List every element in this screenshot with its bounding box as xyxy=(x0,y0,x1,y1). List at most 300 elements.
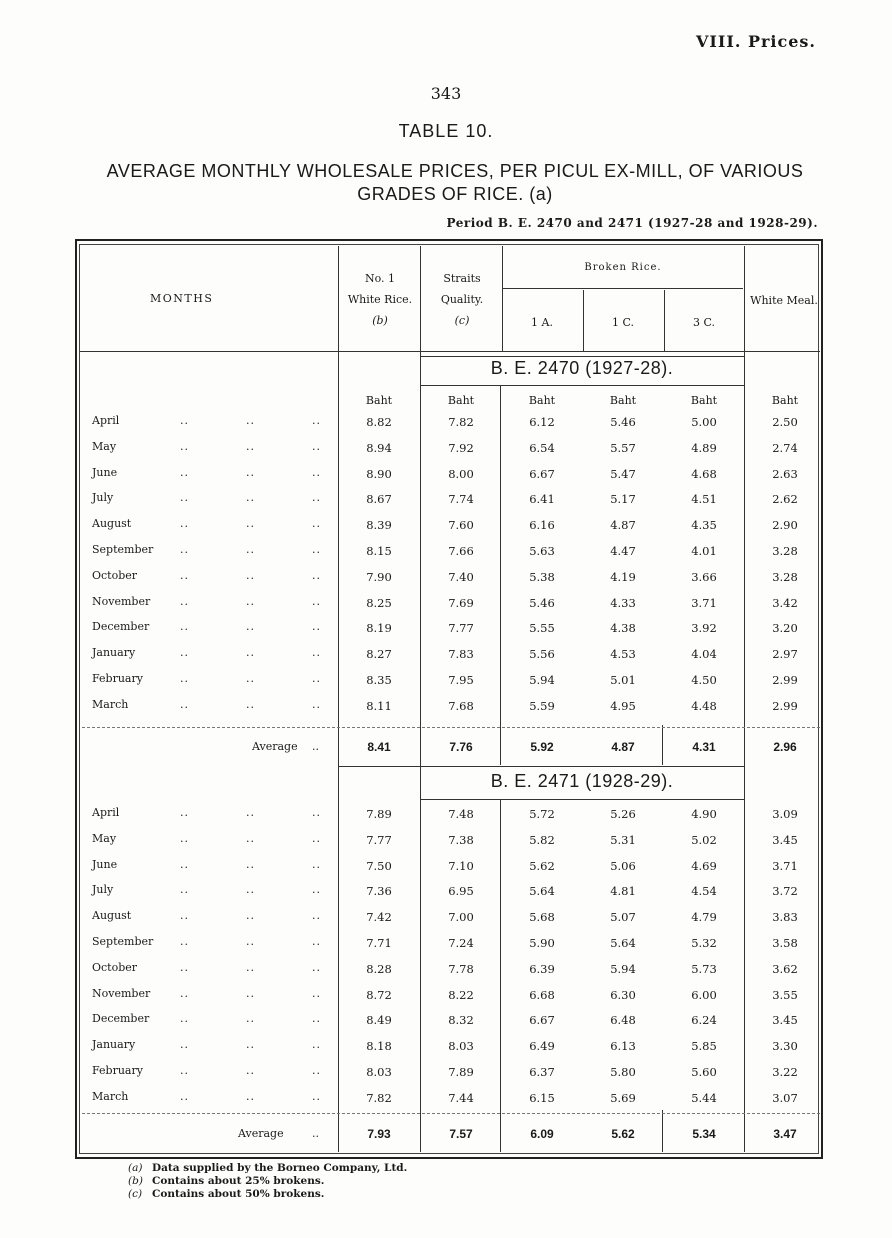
leader-dots: .. xyxy=(180,831,189,845)
price-cell: 2.97 xyxy=(772,647,798,662)
leader-dots: .. xyxy=(246,1064,255,1077)
footnote xyxy=(128,1162,407,1175)
month-label: September xyxy=(92,543,154,556)
price-cell: 5.07 xyxy=(610,910,636,925)
leader-dots: .. xyxy=(312,543,321,556)
section2-average-rule xyxy=(82,1113,820,1114)
leader-dots: .. xyxy=(312,1064,321,1077)
leader-dots: .. xyxy=(180,857,189,871)
footnote-text: Contains about 25% brokens. xyxy=(152,1175,325,1187)
footnote-text: Contains about 50% brokens. xyxy=(152,1188,325,1200)
price-cell: 2.50 xyxy=(772,415,798,429)
table-row xyxy=(80,517,820,541)
leader-dots: .. xyxy=(312,697,321,711)
price-cell: 7.60 xyxy=(448,518,474,533)
leader-dots: .. xyxy=(312,620,321,634)
leader-dots: .. xyxy=(312,491,321,505)
average-value: 2.96 xyxy=(773,740,797,754)
price-cell: 8.82 xyxy=(366,415,392,429)
no1-header-line2: White Rice. xyxy=(347,293,413,306)
price-cell: 4.89 xyxy=(691,440,717,455)
price-cell: 5.17 xyxy=(610,492,636,507)
month-label: March xyxy=(92,1089,129,1103)
price-cell: 8.94 xyxy=(366,440,392,455)
table-row xyxy=(80,646,820,670)
leader-dots: .. xyxy=(246,697,255,711)
straits-header-line2: Quality. xyxy=(440,293,484,306)
month-label: May xyxy=(92,831,117,845)
price-cell: 5.46 xyxy=(529,595,555,610)
leader-dots: .. xyxy=(180,697,189,711)
month-label: April xyxy=(92,414,120,427)
price-cell: 7.95 xyxy=(448,673,474,687)
month-label: October xyxy=(92,568,138,582)
average-value: 7.76 xyxy=(449,740,473,754)
table-row xyxy=(80,935,820,959)
price-cell: 7.77 xyxy=(366,832,392,847)
price-cell: 5.69 xyxy=(610,1090,636,1105)
table-row xyxy=(80,672,820,696)
price-cell: 6.39 xyxy=(529,961,555,976)
price-cell: 6.37 xyxy=(529,1065,555,1079)
price-cell: 6.48 xyxy=(610,1013,636,1028)
price-cell: 3.66 xyxy=(691,569,717,584)
price-cell: 8.49 xyxy=(366,1013,392,1028)
unit-label: Baht xyxy=(447,394,475,407)
leader-dots: .. xyxy=(312,517,321,531)
price-cell: 3.55 xyxy=(772,987,798,1002)
price-cell: 6.00 xyxy=(691,987,717,1002)
leader-dots: .. xyxy=(180,491,189,505)
table-row xyxy=(80,858,820,882)
leader-dots: .. xyxy=(312,986,321,1000)
price-cell: 8.03 xyxy=(366,1065,392,1079)
price-cell: 8.72 xyxy=(366,987,392,1002)
footnote-key: (c) xyxy=(128,1188,143,1200)
section-header: VIII. Prices. xyxy=(695,32,816,51)
price-cell: 4.47 xyxy=(610,544,636,558)
footnote-key: (a) xyxy=(128,1162,143,1174)
leader-dots: .. xyxy=(246,806,255,819)
price-cell: 6.67 xyxy=(529,1013,555,1028)
price-cell: 5.64 xyxy=(610,936,636,950)
price-cell: 5.62 xyxy=(529,858,555,873)
price-cell: 6.24 xyxy=(691,1013,717,1028)
price-cell: 8.90 xyxy=(366,466,392,481)
price-cell: 3.58 xyxy=(772,936,798,950)
leader-dots: .. xyxy=(312,857,321,871)
price-cell: 8.18 xyxy=(366,1039,392,1054)
price-cell: 2.62 xyxy=(772,492,798,507)
price-cell: 7.89 xyxy=(366,807,392,821)
leader-dots: .. xyxy=(246,986,255,1000)
leader-dots: .. xyxy=(312,806,321,819)
broken-1c-header: 1 C. xyxy=(611,316,635,329)
price-cell: 5.31 xyxy=(610,832,636,847)
table-row xyxy=(80,543,820,567)
leader-dots: .. xyxy=(246,620,255,634)
price-cell: 3.92 xyxy=(691,621,717,636)
price-cell: 5.63 xyxy=(529,544,555,558)
average-value: 6.09 xyxy=(530,1127,554,1141)
footnote xyxy=(128,1175,407,1188)
price-cell: 7.40 xyxy=(448,569,474,584)
leader-dots: .. xyxy=(180,568,189,582)
leader-dots: .. xyxy=(246,883,255,897)
average-label: Average xyxy=(238,1127,284,1140)
price-cell: 4.33 xyxy=(610,595,636,610)
price-cell: 5.56 xyxy=(529,647,555,662)
price-cell: 4.38 xyxy=(610,621,636,636)
month-label: August xyxy=(92,909,132,923)
broken-1a-header: 1 A. xyxy=(531,316,553,329)
price-cell: 3.20 xyxy=(772,621,798,636)
price-cell: 7.74 xyxy=(448,492,474,507)
table-row xyxy=(80,595,820,619)
page-number: 343 xyxy=(430,84,462,103)
leader-dots: .. xyxy=(246,935,255,948)
price-cell: 8.27 xyxy=(366,647,392,662)
price-cell: 7.10 xyxy=(448,858,474,873)
unit-label: Baht xyxy=(771,394,799,407)
average-value: 4.87 xyxy=(611,740,635,754)
month-label: November xyxy=(92,594,151,608)
average-dots: .. xyxy=(312,740,319,753)
table-row xyxy=(80,909,820,933)
leader-dots: .. xyxy=(246,568,255,582)
price-cell: 5.82 xyxy=(529,832,555,847)
price-cell: 3.71 xyxy=(772,858,798,873)
price-cell: 3.30 xyxy=(772,1039,798,1054)
table-row xyxy=(80,1012,820,1036)
month-label: June xyxy=(92,465,118,479)
month-label: December xyxy=(92,1012,150,1026)
price-cell: 6.54 xyxy=(529,440,555,455)
price-cell: 8.25 xyxy=(366,595,392,610)
leader-dots: .. xyxy=(312,568,321,582)
price-cell: 4.50 xyxy=(691,673,717,687)
price-cell: 2.99 xyxy=(772,673,798,687)
leader-dots: .. xyxy=(180,1012,189,1026)
leader-dots: .. xyxy=(180,909,189,923)
price-cell: 4.54 xyxy=(691,884,717,899)
month-label: October xyxy=(92,960,138,974)
no1-header xyxy=(339,268,421,331)
section1-bottom-rule xyxy=(338,766,744,767)
price-cell: 6.12 xyxy=(529,415,555,429)
price-cell: 2.99 xyxy=(772,698,798,713)
straits-header-note: (c) xyxy=(454,314,470,327)
price-cell: 6.49 xyxy=(529,1039,555,1054)
leader-dots: .. xyxy=(246,909,255,923)
price-cell: 3.09 xyxy=(772,807,798,821)
leader-dots: .. xyxy=(180,883,189,897)
leader-dots: .. xyxy=(180,543,189,556)
price-cell: 8.19 xyxy=(366,621,392,636)
section1-average-row xyxy=(80,740,820,764)
leader-dots: .. xyxy=(246,857,255,871)
months-header: MONTHS xyxy=(150,292,214,305)
leader-dots: .. xyxy=(246,831,255,845)
price-cell: 7.00 xyxy=(448,910,474,925)
period-line: Period B. E. 2470 and 2471 (1927-28 and 1928-29). xyxy=(446,216,818,230)
price-cell: 5.73 xyxy=(691,961,717,976)
price-cell: 7.50 xyxy=(366,858,392,873)
price-cell: 5.72 xyxy=(529,807,555,821)
table-row xyxy=(80,440,820,464)
price-cell: 3.83 xyxy=(772,910,798,925)
price-cell: 7.66 xyxy=(448,544,474,558)
average-value: 8.41 xyxy=(367,740,391,754)
price-cell: 7.82 xyxy=(448,415,474,429)
month-label: January xyxy=(92,1038,136,1052)
leader-dots: .. xyxy=(312,960,321,974)
price-cell: 7.69 xyxy=(448,595,474,610)
leader-dots: .. xyxy=(180,806,189,819)
price-cell: 5.32 xyxy=(691,936,717,950)
leader-dots: .. xyxy=(180,620,189,634)
price-cell: 3.28 xyxy=(772,544,798,558)
unit-label: Baht xyxy=(365,394,393,407)
price-cell: 4.01 xyxy=(691,544,717,558)
price-cell: 7.71 xyxy=(366,936,392,950)
price-cell: 5.90 xyxy=(529,936,555,950)
table-row xyxy=(80,883,820,907)
month-label: July xyxy=(92,491,114,505)
price-cell: 5.60 xyxy=(691,1065,717,1079)
leader-dots: .. xyxy=(180,1038,189,1052)
leader-dots: .. xyxy=(180,935,189,948)
price-cell: 5.02 xyxy=(691,832,717,847)
price-cell: 5.85 xyxy=(691,1039,717,1054)
price-cell: 5.59 xyxy=(529,698,555,713)
price-cell: 4.53 xyxy=(610,647,636,662)
price-cell: 6.67 xyxy=(529,466,555,481)
broken-rice-header: Broken Rice. xyxy=(584,262,662,273)
white-meal-header: White Meal. xyxy=(750,294,818,307)
footnotes xyxy=(128,1162,407,1201)
price-cell: 7.68 xyxy=(448,698,474,713)
price-cell: 5.57 xyxy=(610,440,636,455)
leader-dots: .. xyxy=(246,517,255,531)
month-label: March xyxy=(92,697,129,711)
month-label: September xyxy=(92,935,154,948)
price-cell: 8.67 xyxy=(366,492,392,507)
no1-header-note: (b) xyxy=(372,314,388,327)
month-label: May xyxy=(92,439,117,453)
leader-dots: .. xyxy=(180,439,189,453)
leader-dots: .. xyxy=(312,1089,321,1103)
leader-dots: .. xyxy=(312,672,321,685)
straits-header-line1: Straits xyxy=(443,272,481,285)
price-cell: 5.68 xyxy=(529,910,555,925)
price-cell: 4.48 xyxy=(691,698,717,713)
leader-dots: .. xyxy=(246,1012,255,1026)
price-cell: 3.62 xyxy=(772,961,798,976)
leader-dots: .. xyxy=(180,960,189,974)
price-cell: 6.41 xyxy=(529,492,555,507)
straits-header xyxy=(421,268,503,331)
price-cell: 4.68 xyxy=(691,466,717,481)
price-cell: 5.94 xyxy=(529,673,555,687)
price-cell: 7.24 xyxy=(448,936,474,950)
price-cell: 3.45 xyxy=(772,832,798,847)
price-cell: 3.07 xyxy=(772,1090,798,1105)
table-row xyxy=(80,832,820,856)
leader-dots: .. xyxy=(246,465,255,479)
leader-dots: .. xyxy=(312,465,321,479)
header-bottom-rule xyxy=(80,351,820,352)
table-row xyxy=(80,1038,820,1062)
price-cell: 6.15 xyxy=(529,1090,555,1105)
price-cell: 7.44 xyxy=(448,1090,474,1105)
leader-dots: .. xyxy=(180,517,189,531)
unit-label: Baht xyxy=(609,394,637,407)
leader-dots: .. xyxy=(246,414,255,427)
leader-dots: .. xyxy=(246,960,255,974)
price-cell: 8.32 xyxy=(448,1013,474,1028)
price-cell: 7.78 xyxy=(448,961,474,976)
section2-average-row xyxy=(80,1127,820,1151)
footnote xyxy=(128,1188,407,1201)
leader-dots: .. xyxy=(180,646,189,660)
leader-dots: .. xyxy=(180,672,189,685)
average-label: Average xyxy=(252,740,298,753)
price-cell: 3.22 xyxy=(772,1065,798,1079)
month-label: June xyxy=(92,857,118,871)
month-label: November xyxy=(92,986,151,1000)
leader-dots: .. xyxy=(180,1089,189,1103)
section1-title-rule xyxy=(420,356,744,357)
title-line-1: AVERAGE MONTHLY WHOLESALE PRICES, PER PICUL EX-MILL, OF VARIOUS xyxy=(106,161,804,181)
price-cell: 8.39 xyxy=(366,518,392,533)
average-value: 3.47 xyxy=(773,1127,797,1141)
unit-label: Baht xyxy=(690,394,718,407)
month-label: December xyxy=(92,620,150,634)
price-cell: 7.89 xyxy=(448,1065,474,1079)
leader-dots: .. xyxy=(312,646,321,660)
month-label: February xyxy=(92,672,143,685)
table-title xyxy=(60,160,850,206)
price-cell: 4.51 xyxy=(691,492,717,507)
leader-dots: .. xyxy=(180,1064,189,1077)
average-value: 4.31 xyxy=(692,740,716,754)
price-cell: 5.55 xyxy=(529,621,555,636)
price-cell: 3.28 xyxy=(772,569,798,584)
leader-dots: .. xyxy=(312,414,321,427)
price-cell: 2.63 xyxy=(772,466,798,481)
price-cell: 2.90 xyxy=(772,518,798,533)
leader-dots: .. xyxy=(312,831,321,845)
price-cell: 4.19 xyxy=(610,569,636,584)
price-cell: 5.06 xyxy=(610,858,636,873)
price-cell: 4.95 xyxy=(610,698,636,713)
table-row xyxy=(80,987,820,1011)
price-cell: 3.71 xyxy=(691,595,717,610)
price-cell: 6.68 xyxy=(529,987,555,1002)
price-cell: 5.00 xyxy=(691,415,717,429)
price-cell: 4.79 xyxy=(691,910,717,925)
average-dots: .. xyxy=(312,1127,319,1140)
month-label: August xyxy=(92,517,132,531)
leader-dots: .. xyxy=(246,543,255,556)
leader-dots: .. xyxy=(180,465,189,479)
leader-dots: .. xyxy=(312,1012,321,1026)
price-cell: 4.90 xyxy=(691,807,717,821)
leader-dots: .. xyxy=(180,594,189,608)
title-line-2: GRADES OF RICE. (a) xyxy=(357,184,553,204)
price-cell: 5.64 xyxy=(529,884,555,899)
leader-dots: .. xyxy=(246,672,255,685)
price-cell: 7.83 xyxy=(448,647,474,662)
table-row xyxy=(80,1064,820,1088)
price-cell: 8.22 xyxy=(448,987,474,1002)
price-cell: 8.00 xyxy=(448,466,474,481)
footnote-key: (b) xyxy=(128,1175,143,1187)
table-row xyxy=(80,806,820,830)
price-cell: 4.87 xyxy=(610,518,636,533)
leader-dots: .. xyxy=(312,1038,321,1052)
leader-dots: .. xyxy=(180,414,189,427)
price-cell: 7.92 xyxy=(448,440,474,455)
price-cell: 5.47 xyxy=(610,466,636,481)
leader-dots: .. xyxy=(246,594,255,608)
price-cell: 5.94 xyxy=(610,961,636,976)
leader-dots: .. xyxy=(246,1089,255,1103)
broken-rice-rule xyxy=(503,288,743,289)
price-cell: 4.04 xyxy=(691,647,717,662)
price-cell: 5.01 xyxy=(610,673,636,687)
price-cell: 5.46 xyxy=(610,415,636,429)
price-cell: 8.35 xyxy=(366,673,392,687)
price-cell: 8.03 xyxy=(448,1039,474,1054)
leader-dots: .. xyxy=(246,1038,255,1052)
table-row xyxy=(80,414,820,438)
average-value: 5.92 xyxy=(530,740,554,754)
price-cell: 5.44 xyxy=(691,1090,717,1105)
section1-average-rule xyxy=(82,727,820,728)
table-label: TABLE 10. xyxy=(398,121,494,141)
price-cell: 3.45 xyxy=(772,1013,798,1028)
month-label: April xyxy=(92,806,120,819)
section1-title-bottom-rule xyxy=(420,385,744,386)
price-cell: 5.38 xyxy=(529,569,555,584)
price-cell: 6.16 xyxy=(529,518,555,533)
leader-dots: .. xyxy=(246,646,255,660)
leader-dots: .. xyxy=(246,439,255,453)
price-cell: 5.26 xyxy=(610,807,636,821)
price-cell: 5.80 xyxy=(610,1065,636,1079)
no1-header-line1: No. 1 xyxy=(364,272,396,285)
leader-dots: .. xyxy=(312,594,321,608)
month-label: February xyxy=(92,1064,143,1077)
price-cell: 7.36 xyxy=(366,884,392,899)
table-row xyxy=(80,620,820,644)
price-cell: 7.38 xyxy=(448,832,474,847)
price-cell: 6.30 xyxy=(610,987,636,1002)
average-value: 5.62 xyxy=(611,1127,635,1141)
leader-dots: .. xyxy=(312,883,321,897)
footnote-text: Data supplied by the Borneo Company, Ltd. xyxy=(152,1162,408,1174)
leader-dots: .. xyxy=(312,439,321,453)
month-label: January xyxy=(92,646,136,660)
table-row xyxy=(80,1090,820,1114)
price-cell: 7.48 xyxy=(448,807,474,821)
leader-dots: .. xyxy=(312,935,321,948)
table-row xyxy=(80,466,820,490)
price-cell: 7.77 xyxy=(448,621,474,636)
average-value: 7.93 xyxy=(367,1127,391,1141)
